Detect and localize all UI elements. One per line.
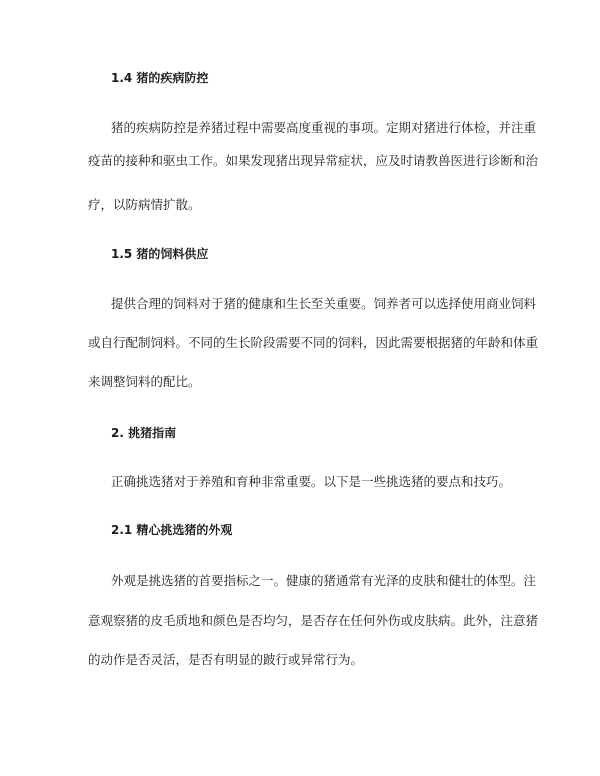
section-heading-1-4: 1.4 猪的疾病防控 [111, 71, 209, 85]
paragraph-line: 来调整饲料的配比。 [88, 374, 201, 389]
paragraph-line: 意观察猪的皮毛质地和颜色是否均匀，是否存在任何外伤或皮肤病。此外，注意猪 [88, 613, 539, 628]
paragraph-line: 疫苗的接种和驱虫工作。如果发现猪出现异常症状，应及时请教兽医进行诊断和治 [88, 153, 539, 168]
paragraph-line: 外观是挑选猪的首要指标之一。健康的猪通常有光泽的皮肤和健壮的体型。注 [111, 573, 537, 588]
paragraph-line: 正确挑选猪对于养殖和育种非常重要。以下是一些挑选猪的要点和技巧。 [111, 474, 512, 489]
paragraph-line: 的动作是否灵活，是否有明显的跛行或异常行为。 [88, 652, 364, 667]
section-heading-2: 2. 挑猪指南 [111, 426, 177, 440]
paragraph-line: 猪的疾病防控是养猪过程中需要高度重视的事项。定期对猪进行体检，并注重 [111, 120, 537, 135]
section-heading-1-5: 1.5 猪的饲料供应 [111, 247, 209, 261]
paragraph-line: 疗，以防病情扩散。 [88, 197, 201, 212]
paragraph-line: 提供合理的饲料对于猪的健康和生长至关重要。饲养者可以选择使用商业饲料 [111, 296, 537, 311]
paragraph-line: 或自行配制饲料。不同的生长阶段需要不同的饲料，因此需要根据猪的年龄和体重 [88, 335, 539, 350]
section-heading-2-1: 2.1 精心挑选猪的外观 [111, 523, 233, 537]
